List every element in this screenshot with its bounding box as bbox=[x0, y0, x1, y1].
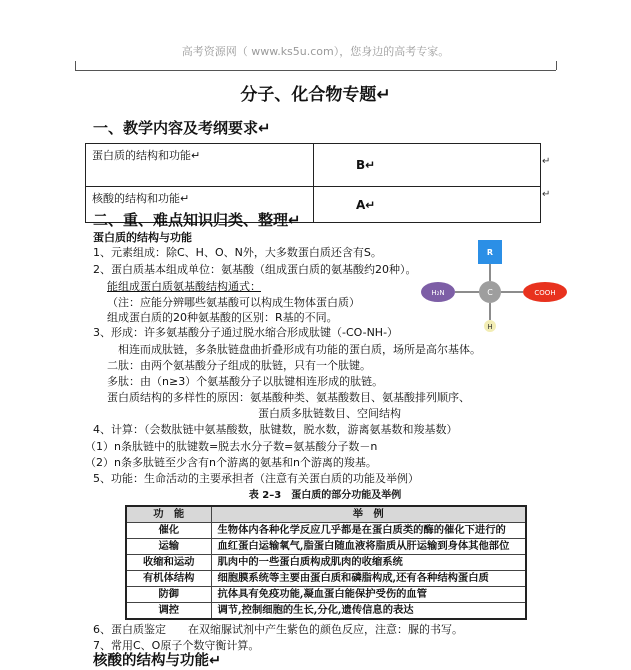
requirement-level: B↵ bbox=[314, 144, 541, 187]
requirement-topic: 核酸的结构和功能↵ bbox=[86, 187, 314, 223]
example-cell: 细胞膜系统等主要由蛋白质和磷脂构成,还有各种结构蛋白质 bbox=[211, 571, 526, 587]
text-line: 2、蛋白质基本组成单位：氨基酸（组成蛋白质的氨基酸约20种）。 bbox=[93, 263, 417, 276]
text-line: 多肽：由（n≥3）个氨基酸分子以肽键相连形成的肽链。 bbox=[107, 375, 384, 388]
document-title: 分子、化合物专题↵ bbox=[240, 85, 391, 105]
table-row bbox=[126, 555, 526, 571]
table-row bbox=[126, 603, 526, 620]
carbon-label: C bbox=[487, 288, 493, 297]
text-line: 蛋白质结构的多样性的原因：氨基酸种类、氨基酸数目、氨基酸排列顺序、 bbox=[107, 391, 470, 404]
amino-acid-structure-diagram bbox=[410, 236, 570, 336]
carboxyl-group-label: COOH bbox=[534, 289, 556, 297]
text-line: 5、功能：生命活动的主要承担者（注意有关蛋白质的功能及举例） bbox=[93, 472, 419, 485]
table-row bbox=[86, 144, 541, 187]
table-row bbox=[126, 587, 526, 603]
section-heading-requirements: 一、教学内容及考纲要求↵ bbox=[93, 119, 271, 137]
text-line: （2）n条多肽链至少含有n个游离的氨基和n个游离的羧基。 bbox=[85, 456, 377, 469]
text-line: 4、计算：（会数肽链中氨基酸数，肽键数，脱水数，游离氨基数和羧基数） bbox=[93, 423, 458, 436]
subheading-protein: 蛋白质的结构与功能 bbox=[93, 231, 192, 244]
example-cell: 调节,控制细胞的生长,分化,遗传信息的表达 bbox=[211, 603, 526, 620]
example-cell: 生物体内各种化学反应几乎都是在蛋白质类的酶的催化下进行的 bbox=[211, 523, 526, 539]
amino-group-label: H₂N bbox=[431, 289, 445, 297]
function-cell: 有机体结构 bbox=[126, 571, 211, 587]
row-end-mark: ↵ bbox=[542, 156, 551, 167]
function-table-caption: 表 2–3 蛋白质的部分功能及举例 bbox=[248, 490, 402, 501]
text-line: 能组成蛋白质氨基酸结构通式： bbox=[107, 280, 261, 293]
requirement-topic: 蛋白质的结构和功能↵ bbox=[86, 144, 314, 187]
text-line: 蛋白质多肽链数目、空间结构 bbox=[258, 407, 401, 420]
text-line: （1）n条肽链中的肽键数=脱去水分子数=氨基酸分子数－n bbox=[85, 440, 378, 453]
text-line: （注：应能分辨哪些氨基酸可以构成生物体蛋白质） bbox=[107, 296, 360, 309]
function-cell: 防御 bbox=[126, 587, 211, 603]
text-line: 组成蛋白质的20种氨基酸的区别：R基的不同。 bbox=[107, 311, 338, 324]
example-cell: 肌肉中的一些蛋白质构成肌肉的收缩系统 bbox=[211, 555, 526, 571]
example-cell: 抗体具有免疫功能,凝血蛋白能保护受伤的血管 bbox=[211, 587, 526, 603]
text-line: 3、形成：许多氨基酸分子通过脱水缩合形成肽键（-CO-NH-） bbox=[93, 326, 399, 339]
text-line: 7、常用C、O原子个数守衡计算。 bbox=[93, 639, 260, 652]
function-cell: 运输 bbox=[126, 539, 211, 555]
margin-mark-left bbox=[75, 61, 76, 70]
function-cell: 催化 bbox=[126, 523, 211, 539]
text-line: 二肽：由两个氨基酸分子组成的肽链，只有一个肽键。 bbox=[107, 359, 371, 372]
section-heading-key-points: 二、重、难点知识归类、整理↵ bbox=[93, 211, 301, 229]
row-end-mark: ↵ bbox=[542, 189, 551, 200]
function-cell: 收缩和运动 bbox=[126, 555, 211, 571]
table-header-row bbox=[126, 506, 526, 523]
column-header-function: 功 能 bbox=[126, 506, 211, 523]
table-row bbox=[126, 523, 526, 539]
hydrogen-label: H bbox=[487, 323, 493, 331]
text-line: 相连而成肽链，多条肽链盘曲折叠形成有功能的蛋白质，场所是高尔基体。 bbox=[118, 343, 481, 356]
table-row bbox=[126, 539, 526, 555]
column-header-example: 举 例 bbox=[211, 506, 526, 523]
requirement-level: A↵ bbox=[314, 187, 541, 223]
example-cell: 血红蛋白运输氧气,脂蛋白随血液将脂质从肝运输到身体其他部位 bbox=[211, 539, 526, 555]
text-line: 6、蛋白质鉴定 在双缩脲试剂中产生紫色的颜色反应，注意：脲的书写。 bbox=[93, 623, 463, 636]
table-row bbox=[126, 571, 526, 587]
section-heading-nucleic-acid: 核酸的结构与功能↵ bbox=[93, 653, 222, 669]
function-cell: 调控 bbox=[126, 603, 211, 620]
r-group-label: R bbox=[486, 248, 494, 257]
header-rule bbox=[75, 70, 556, 71]
margin-mark-right bbox=[556, 61, 557, 70]
text-line: 1、元素组成：除C、H、O、N外，大多数蛋白质还含有S。 bbox=[93, 246, 382, 259]
protein-function-table bbox=[125, 505, 527, 620]
site-header-text: 高考资源网（ www.ks5u.com），您身边的高考专家。 bbox=[181, 45, 450, 58]
